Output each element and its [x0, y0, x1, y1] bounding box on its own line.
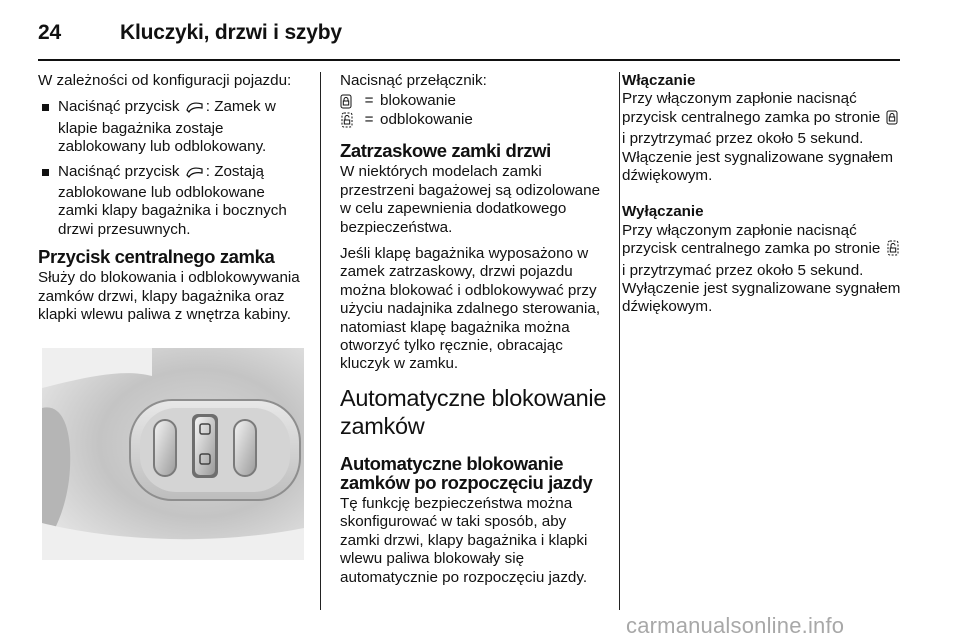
disable-heading: Wyłączanie [622, 203, 704, 221]
legend-equals: = [364, 110, 374, 128]
legend-equals: = [364, 92, 374, 110]
bullet-text-pre: Naciśnąć przycisk [58, 98, 184, 116]
enable-text-pre: Przy włączonym zapłonie nacisnąć przycisk centralnego zamka po stronie [622, 90, 885, 126]
deadlock-text-1: W niektórych modelach zamki przestrzeni bagażowej są odizolowane w celu zapewnienia dodatkowego bezpieczeństwa. [340, 163, 601, 236]
column-divider [320, 72, 321, 610]
bullet-list [38, 98, 308, 239]
intro-text: W zależności od konfiguracji pojazdu: [38, 72, 292, 89]
enable-heading: Włączanie [622, 72, 696, 89]
page-header [38, 18, 918, 50]
lock-open-icon [340, 112, 358, 128]
column-3 [622, 72, 902, 325]
auto-lock-sub-heading: Automatyczne blokowanie zamków po rozpoczęciu jazdy [340, 452, 593, 493]
list-item [38, 98, 308, 156]
auto-lock-heading: Automatyczne blokowanie zamków [340, 384, 607, 439]
key-fob-trunk-icon [185, 100, 205, 119]
lock-open-icon [886, 240, 900, 261]
page-number: 24 [38, 21, 61, 44]
enable-text [622, 90, 902, 185]
lock-closed-icon [340, 94, 358, 109]
legend-row-unlock [340, 111, 610, 130]
bullet-square-icon [42, 104, 49, 111]
lock-closed-icon [886, 110, 898, 130]
bullet-square-icon [42, 169, 49, 176]
watermark: carmanualsonline.info [626, 613, 845, 638]
bullet-text-post: : Zamek w klapie bagażnika zostaje zablokowany lub odblokowany. [58, 98, 276, 156]
enable-text-post: i przytrzymać przez około 5 sekund. Włączenie jest sygnalizowane sygnałem dźwiękowym. [622, 130, 893, 185]
legend-label: odblokowanie [380, 110, 473, 128]
deadlock-heading: Zatrzaskowe zamki drzwi [340, 140, 551, 162]
column-2 [340, 72, 610, 595]
list-item [38, 163, 308, 240]
central-lock-heading: Przycisk centralnego zamka [38, 246, 275, 268]
central-lock-switch-photo [42, 348, 304, 560]
auto-lock-text: Tę funkcję bezpieczeństwa można skonfigurować w taki sposób, aby zamki drzwi, klapy bagażnika i klapki wlewu paliwa blokowały się automatycznie po rozpoczęciu jazdy. [340, 494, 588, 586]
header-rule [38, 59, 900, 61]
key-fob-trunk-icon [185, 165, 205, 184]
switch-intro: Nacisnąć przełącznik: [340, 72, 487, 89]
legend-row-lock [340, 92, 610, 111]
disable-text-post: i przytrzymać przez około 5 sekund. Wyłączenie jest sygnalizowane sygnałem dźwiękowym. [622, 261, 901, 316]
deadlock-text-2: Jeśli klapę bagażnika wyposażono w zamek zatrzaskowy, drzwi pojazdu można blokować i odblokowywać przy użyciu nadajnika zdalnego sterowania, natomiast klapę bagażnika można otworzyć tylko ręcznie, obracając kluczyk w zamku. [340, 245, 601, 373]
disable-text-pre: Przy włączonym zapłonie nacisnąć przycisk centralnego zamka po stronie [622, 221, 885, 258]
column-1 [38, 72, 308, 332]
bullet-text-pre: Naciśnąć przycisk [58, 162, 184, 180]
bullet-text-post: : Zostają zablokowane lub odblokowane zamki klapy bagażnika i bocznych drzwi przesuwnych. [58, 162, 287, 238]
central-lock-text: Służy do blokowania i odblokowywania zamków drzwi, klapy bagażnika oraz klapki wlewu paliwa z wnętrza kabiny. [38, 269, 300, 324]
column-divider [619, 72, 620, 610]
disable-text [622, 222, 902, 317]
legend-label: blokowanie [380, 92, 456, 110]
page-title: Kluczyki, drzwi i szyby [120, 21, 342, 44]
